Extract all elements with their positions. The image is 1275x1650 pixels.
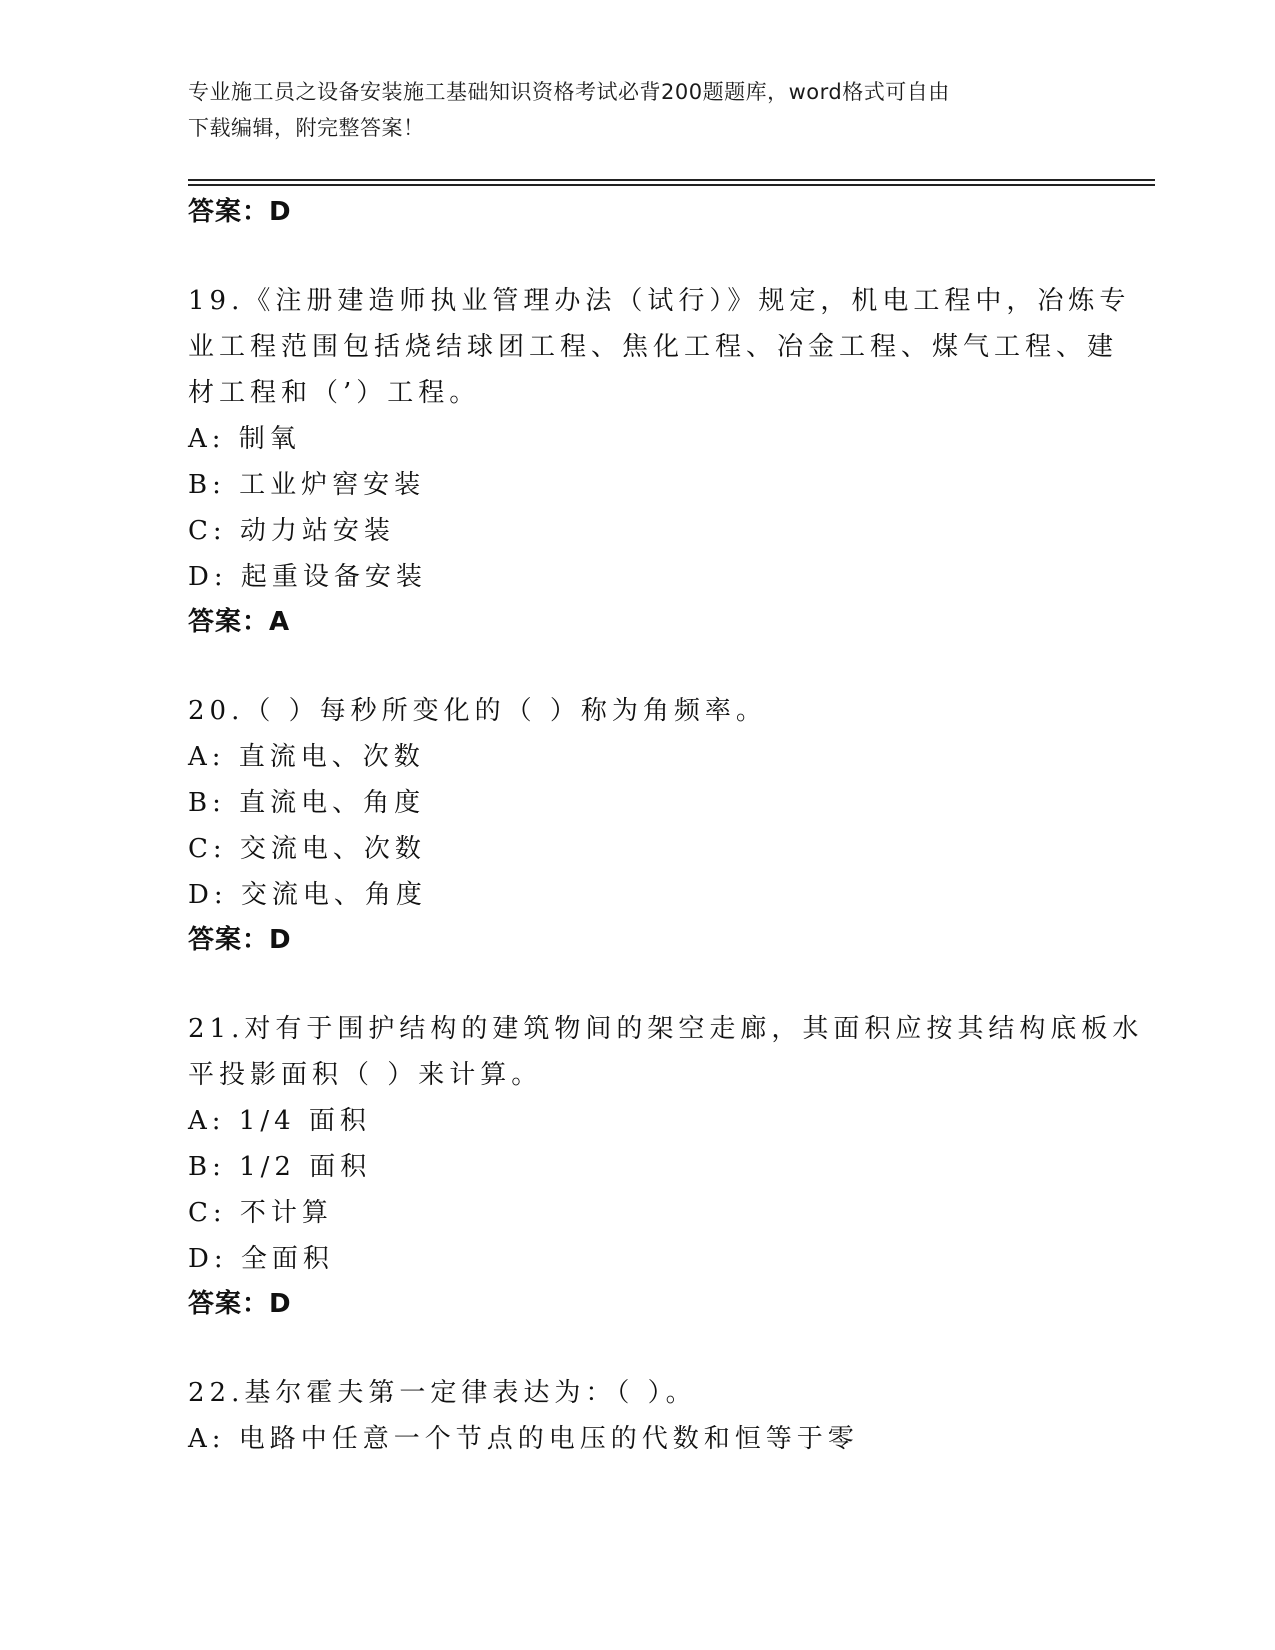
spacer	[188, 234, 1088, 278]
spacer	[188, 644, 1088, 688]
question-22-option-a: A: 电路中任意一个节点的电压的代数和恒等于零	[188, 1424, 859, 1454]
question-content	[188, 190, 1144, 1462]
question-19-line-3: 材工程和（’）工程。	[188, 378, 481, 408]
question-21-line-1: 21.对有于围护结构的建筑物间的架空走廊，其面积应按其结构底板水	[188, 1014, 1144, 1044]
question-block-20	[188, 688, 1088, 962]
question-21-option-a: A: 1/4 面积	[188, 1106, 371, 1136]
question-21-line-2: 平投影面积（ ）来计算。	[188, 1060, 543, 1090]
question-20-option-a: A: 直流电、次数	[188, 742, 425, 772]
question-20-option-b: B: 直流电、角度	[188, 788, 426, 818]
question-21-option-d: D: 全面积	[188, 1244, 334, 1274]
spacer	[188, 1326, 1088, 1370]
header-divider-bottom	[188, 184, 1155, 186]
question-19-option-d: D: 起重设备安装	[188, 562, 427, 592]
question-21-option-b: B: 1/2 面积	[188, 1152, 372, 1182]
header-divider-top	[188, 179, 1155, 181]
question-19-line-1: 19.《注册建造师执业管理办法（试行）》规定，机电工程中，冶炼专	[188, 286, 1131, 316]
document-header	[188, 74, 1088, 146]
question-19-line-2: 业工程范围包括烧结球团工程、焦化工程、冶金工程、煤气工程、建	[188, 332, 1119, 362]
answer-prev: 答案：D	[188, 197, 292, 227]
question-block-21	[188, 1006, 1144, 1326]
question-20-option-d: D: 交流电、角度	[188, 880, 427, 910]
question-block-22	[188, 1370, 1088, 1462]
spacer	[188, 962, 1088, 1006]
question-21-answer: 答案：D	[188, 1289, 292, 1319]
question-19-option-c: C: 动力站安装	[188, 516, 395, 546]
question-20-option-c: C: 交流电、次数	[188, 834, 426, 864]
question-20-answer: 答案：D	[188, 925, 292, 955]
header-line-2: 下载编辑，附完整答案！	[188, 116, 425, 140]
question-21-option-c: C: 不计算	[188, 1198, 333, 1228]
question-19-option-a: A: 制氧	[188, 424, 301, 454]
question-20-line-1: 20.（ ）每秒所变化的（ ）称为角频率。	[188, 696, 767, 726]
question-19-option-b: B: 工业炉窖安装	[188, 470, 426, 500]
question-block-19	[188, 278, 1131, 644]
question-19-answer: 答案：A	[188, 607, 291, 637]
question-22-line-1: 22.基尔霍夫第一定律表达为：（ ）。	[188, 1378, 697, 1408]
header-line-1: 专业施工员之设备安装施工基础知识资格考试必背200题题库，word格式可自由	[188, 80, 950, 104]
